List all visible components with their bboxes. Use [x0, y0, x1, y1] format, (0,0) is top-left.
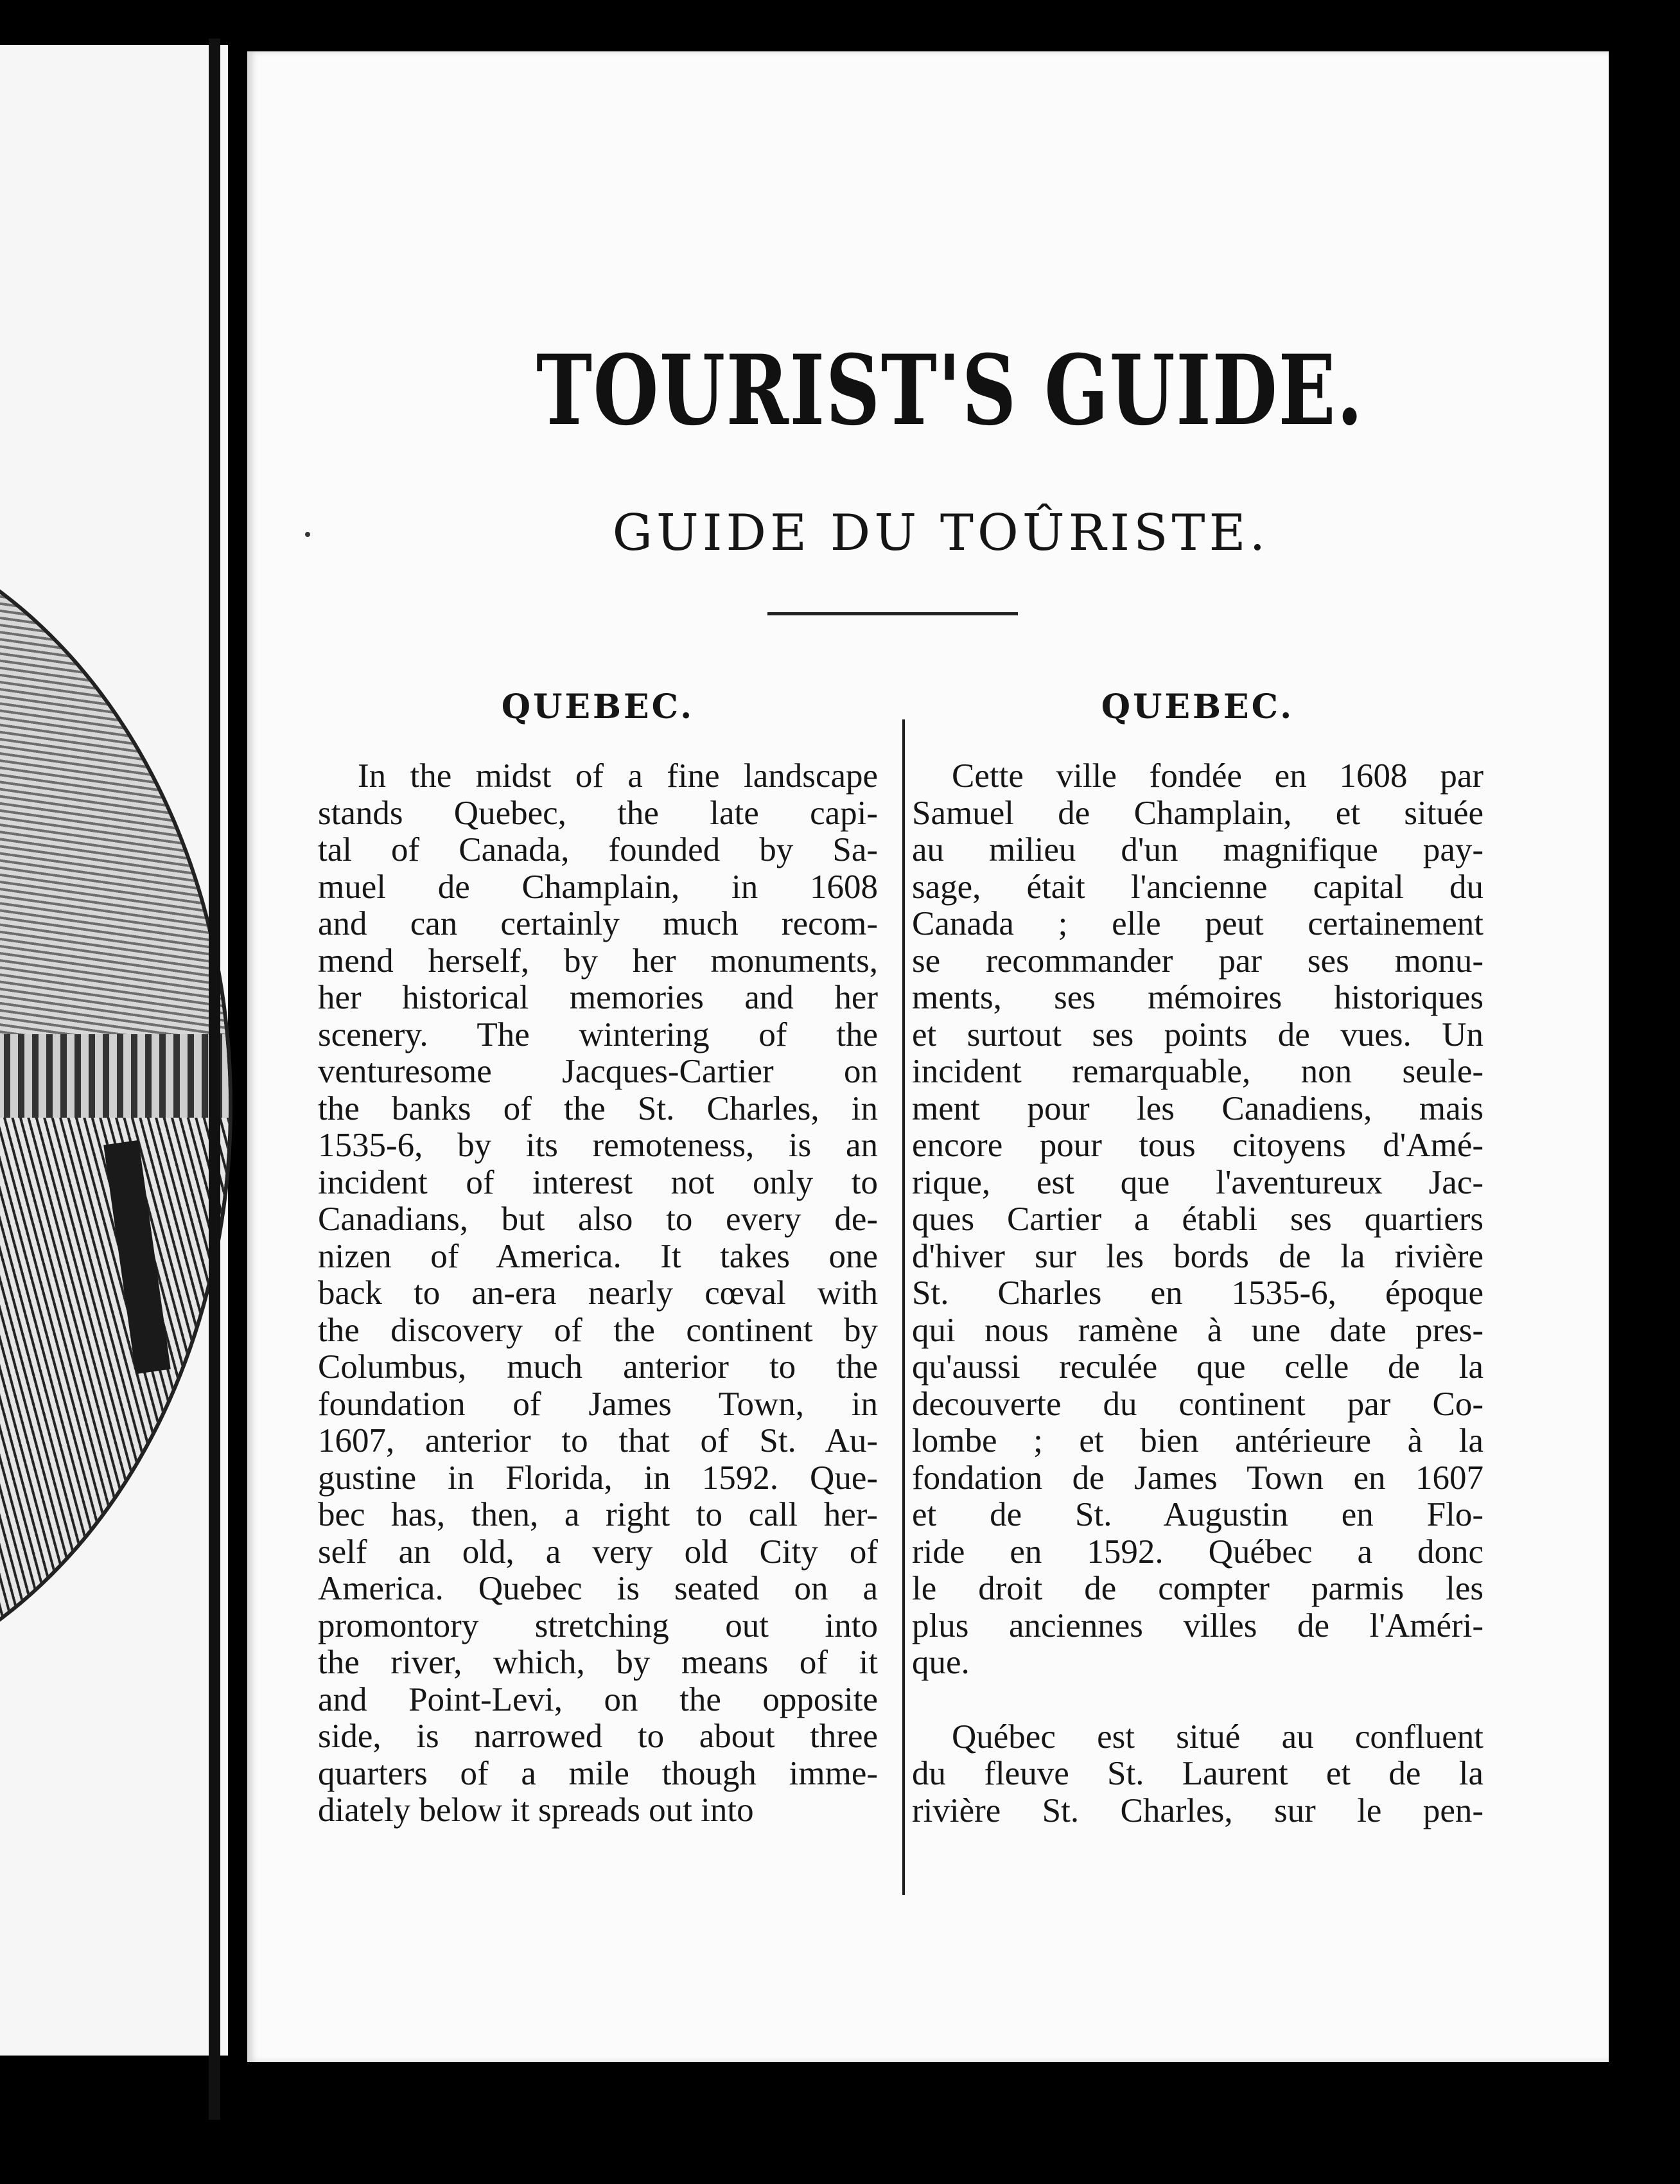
- text-line: ment pour les Canadiens, mais: [912, 1090, 1483, 1127]
- text-line: au milieu d'un magnifique pay-: [912, 832, 1483, 868]
- text-line: America. Quebec is seated on a: [318, 1571, 878, 1607]
- text-line: fondation de James Town en 1607: [912, 1459, 1483, 1497]
- text-line: bec has, then, a right to call her-: [318, 1497, 878, 1533]
- text-line: Cette ville fondée en 1608 par: [952, 758, 1483, 795]
- text-line: 1607, anterior to that of St. Au-: [318, 1423, 878, 1459]
- text-line: stands Quebec, the late capi-: [318, 795, 878, 832]
- text-line: gustine in Florida, in 1592. Que-: [318, 1459, 878, 1497]
- text-line: foundation of James Town, in: [318, 1386, 878, 1423]
- text-line: decouverte du continent par Co-: [912, 1386, 1483, 1423]
- text-line: ments, ses mémoires historiques: [912, 980, 1483, 1016]
- text-line: In the midst of a fine landscape: [358, 758, 878, 795]
- text-line: the river, which, by means of it: [318, 1644, 878, 1681]
- text-line: Columbus, much anterior to the: [318, 1349, 878, 1386]
- english-heading: QUEBEC.: [501, 687, 695, 727]
- french-paragraph-2: [912, 1719, 1483, 1830]
- text-line: et de St. Augustin en Flo-: [912, 1497, 1483, 1533]
- french-heading: QUEBEC.: [1101, 687, 1295, 727]
- text-line: se recommander par ses monu-: [912, 942, 1483, 980]
- text-line: scenery. The wintering of the: [318, 1016, 878, 1053]
- text-line: Samuel de Champlain, et située: [912, 795, 1483, 832]
- text-line: incident of interest not only to: [318, 1164, 878, 1201]
- text-line: the discovery of the continent by: [318, 1312, 878, 1349]
- text-line: self an old, a very old City of: [318, 1533, 878, 1571]
- engraving-illustration: [0, 507, 232, 1704]
- engraving-sky: [0, 511, 229, 1034]
- text-line: venturesome Jacques-Cartier on: [318, 1053, 878, 1090]
- text-line: du fleuve St. Laurent et de la: [912, 1756, 1483, 1792]
- text-line: promontory stretching out into: [318, 1607, 878, 1644]
- text-line: diately below it spreads out into: [318, 1792, 754, 1829]
- text-line: sage, était l'ancienne capital du: [912, 868, 1483, 906]
- text-line: Québec est situé au confluent: [952, 1718, 1483, 1756]
- text-line: et surtout ses points de vues. Un: [912, 1016, 1483, 1053]
- text-line: qu'aussi reculée que celle de la: [912, 1349, 1483, 1386]
- text-line: encore pour tous citoyens d'Amé-: [912, 1127, 1483, 1164]
- text-line: d'hiver sur les bords de la rivière: [912, 1238, 1483, 1275]
- text-line: back to an-era nearly cœval with: [318, 1275, 878, 1312]
- text-line: mend herself, by her monuments,: [318, 942, 878, 980]
- text-line: Canadians, but also to every de-: [318, 1201, 878, 1238]
- engraving-city-skyline: [0, 1034, 229, 1118]
- text-line: quarters of a mile though imme-: [318, 1755, 878, 1792]
- english-column: [318, 687, 878, 1829]
- text-line: and Point-Levi, on the opposite: [318, 1681, 878, 1718]
- text-line: and can certainly much recom-: [318, 906, 878, 942]
- page-gutter: [209, 39, 220, 2120]
- text-line: St. Charles en 1535-6, époque: [912, 1275, 1483, 1312]
- text-line: her historical memories and her: [318, 980, 878, 1016]
- text-line: 1535-6, by its remoteness, is an: [318, 1127, 878, 1164]
- title-rule: [767, 612, 1018, 615]
- text-line: ques Cartier a établi ses quartiers: [912, 1201, 1483, 1238]
- text-line: nizen of America. It takes one: [318, 1238, 878, 1275]
- guide-page: [247, 51, 1609, 2062]
- page-subtitle: GUIDE DU TOÛRISTE.: [612, 504, 1270, 562]
- text-line: muel de Champlain, in 1608: [318, 868, 878, 906]
- text-line: rivière St. Charles, sur le pen-: [912, 1792, 1483, 1829]
- french-column: [912, 687, 1483, 1829]
- paragraph-gap: [912, 1682, 1483, 1719]
- facing-page: [0, 45, 228, 2056]
- text-line: side, is narrowed to about three: [318, 1718, 878, 1755]
- column-divider: [902, 719, 905, 1895]
- page-edge: [1609, 51, 1680, 2184]
- text-line: lombe ; et bien antérieure à la: [912, 1423, 1483, 1459]
- text-line: ride en 1592. Québec a donc: [912, 1533, 1483, 1571]
- english-paragraph: [318, 758, 878, 1829]
- page-title: TOURIST'S GUIDE.: [536, 334, 1364, 447]
- text-line: the banks of the St. Charles, in: [318, 1090, 878, 1127]
- text-line: rique, est que l'aventureux Jac-: [912, 1164, 1483, 1201]
- text-line: Canada ; elle peut certainement: [912, 906, 1483, 942]
- text-line: plus anciennes villes de l'Améri-: [912, 1607, 1483, 1644]
- text-line: tal of Canada, founded by Sa-: [318, 832, 878, 868]
- french-paragraph-1: [912, 758, 1483, 1682]
- text-line: incident remarquable, non seule-: [912, 1053, 1483, 1090]
- text-line: qui nous ramène à une date pres-: [912, 1312, 1483, 1349]
- text-line: le droit de compter parmis les: [912, 1571, 1483, 1607]
- text-line: que.: [912, 1644, 970, 1681]
